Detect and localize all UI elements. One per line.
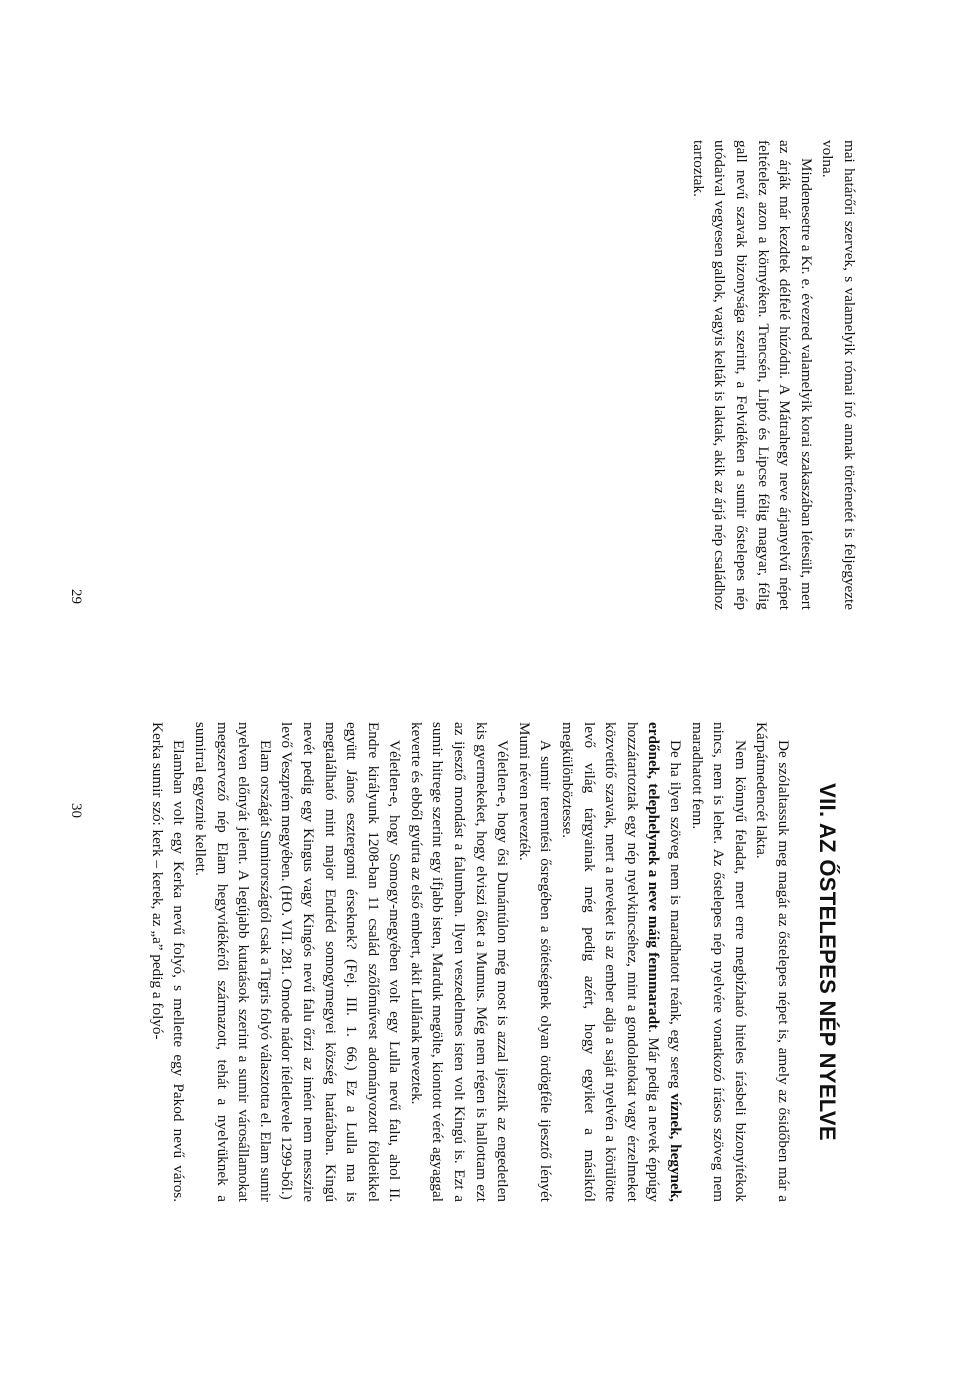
right-paragraph-3 bbox=[556, 722, 686, 1202]
right-page bbox=[115, 722, 840, 1202]
right-paragraph-4: A sumir teremtési ősregében a sötétségnek olyan ördögféle ijesztő lényét Mumi néven nevezték. bbox=[515, 722, 555, 1202]
right-paragraph-3-bold: víznek, hegynek, erdőnek, telephelynek a neve máig fennmaradt bbox=[645, 722, 685, 1202]
left-page-body bbox=[687, 140, 860, 610]
left-paragraph-1: mai határőri szervek, s valamelyik római író annak történetét is feljegyezte volna. bbox=[819, 140, 858, 610]
right-paragraph-7: Elam országát Sumirországtól csak a Tigris folyó választotta el. Elam sumir nyelven előnyát jelent. A legújabb kutatások szerint a sumir városállamokat megszervező nép Elam hegyvidékéről származott, tehát a nyelvüknek a sumirral egyeznie kellett. bbox=[191, 722, 274, 1202]
right-page-body bbox=[146, 722, 794, 1202]
right-paragraph-3-part-2: . Már pedig a nevek éppúgy hozzátartoztak egy nép nyelvkincséhez, mint a gondolatokat vagy érzelmeket közvetítő szavak, mert a neveket is az ember adja a saját nyelvén a körülötte levő világ tárgyainak még pedig azért, hogy egyiket a másiktól megkülönböztesse. bbox=[559, 722, 663, 1202]
right-paragraph-8: Elamban volt egy Kerka nevű folyó, s mellette egy Pakod nevű város. Kerka sumir szó: kerk – kerek, az „a” pedig a folyó- bbox=[148, 722, 188, 1202]
right-paragraph-5: Véletlen-e, hogy ősi Dunántúlon még most is azzal ijesztik az engedetlen kis gyermekeket, hogy elviszi őket a Mumus. Még nem régen is hallottam ezt az ijesztő mondást a falumban. Ilyen veszedelmes isten volt Kingú is. Ezt a sumir hitrege szerint egy ifjabb isten, Marduk megölte, kiontott vérét agyaggal keverte és ebből gyúrta az első embert, akit Lullának neveztek. bbox=[407, 722, 512, 1202]
right-paragraph-6: Véletlen-e, hogy Somogy-megyében volt egy Lulla nevű falu, ahol II. Endre királyunk 1208-ban 11 család szőlőművest adományozott földeikkel együtt János esztergomi érseknek? (Fej. III. 1. 66.) Ez a Lulla ma is megtalálható mint major Endréd somogymegyei község határában. Kingú nevét pedig egy Kingus vagy Kingós nevű falu őrzi az imént nem messzire levő Veszprém megyében. (HO. VII. 281. Omode nádor ítéletlevele 1299-ből.) bbox=[278, 722, 404, 1202]
page-number-29: 29 bbox=[68, 589, 84, 604]
left-page bbox=[130, 140, 860, 610]
right-paragraph-3-part-1: De ha ilyen szöveg nem is maradhatott reánk, egy sereg bbox=[667, 740, 685, 1094]
left-paragraph-2: Mindenesetre a Kr. e. évezred valamelyik korai szakaszában létesült, mert az árják már kezdtek délfelé húzódni. A Mátrahegy neve árjanyelvű népet feltételez azon a környéken. Trencsén, Liptó és Lipcse félig magyar, félig gall nevű szavak bizonysága szerint, a Felvidéken a sumir őstelepes nép utódaival vegyesen gallok, vagyis kelták is laktak, akik az árjá nép családhoz tartoztak. bbox=[689, 140, 815, 610]
right-paragraph-2: Nem könnyű feladat, mert erre megbízható hiteles írásbeli bizonyítékok nincs, nem is lehet. Az őstelepes nép nyelvére vonatkozó írásos szöveg nem maradhatott fenn. bbox=[688, 722, 749, 1202]
page-number-30: 30 bbox=[68, 803, 84, 818]
right-paragraph-1: De szólaltassuk meg magát az őstelepes népet is, amely az ősidőben már a Kárpátmedencét lakta. bbox=[753, 722, 792, 1202]
chapter-title: VII. AZ ŐSTELEPES NÉP NYELVE bbox=[815, 783, 840, 1141]
